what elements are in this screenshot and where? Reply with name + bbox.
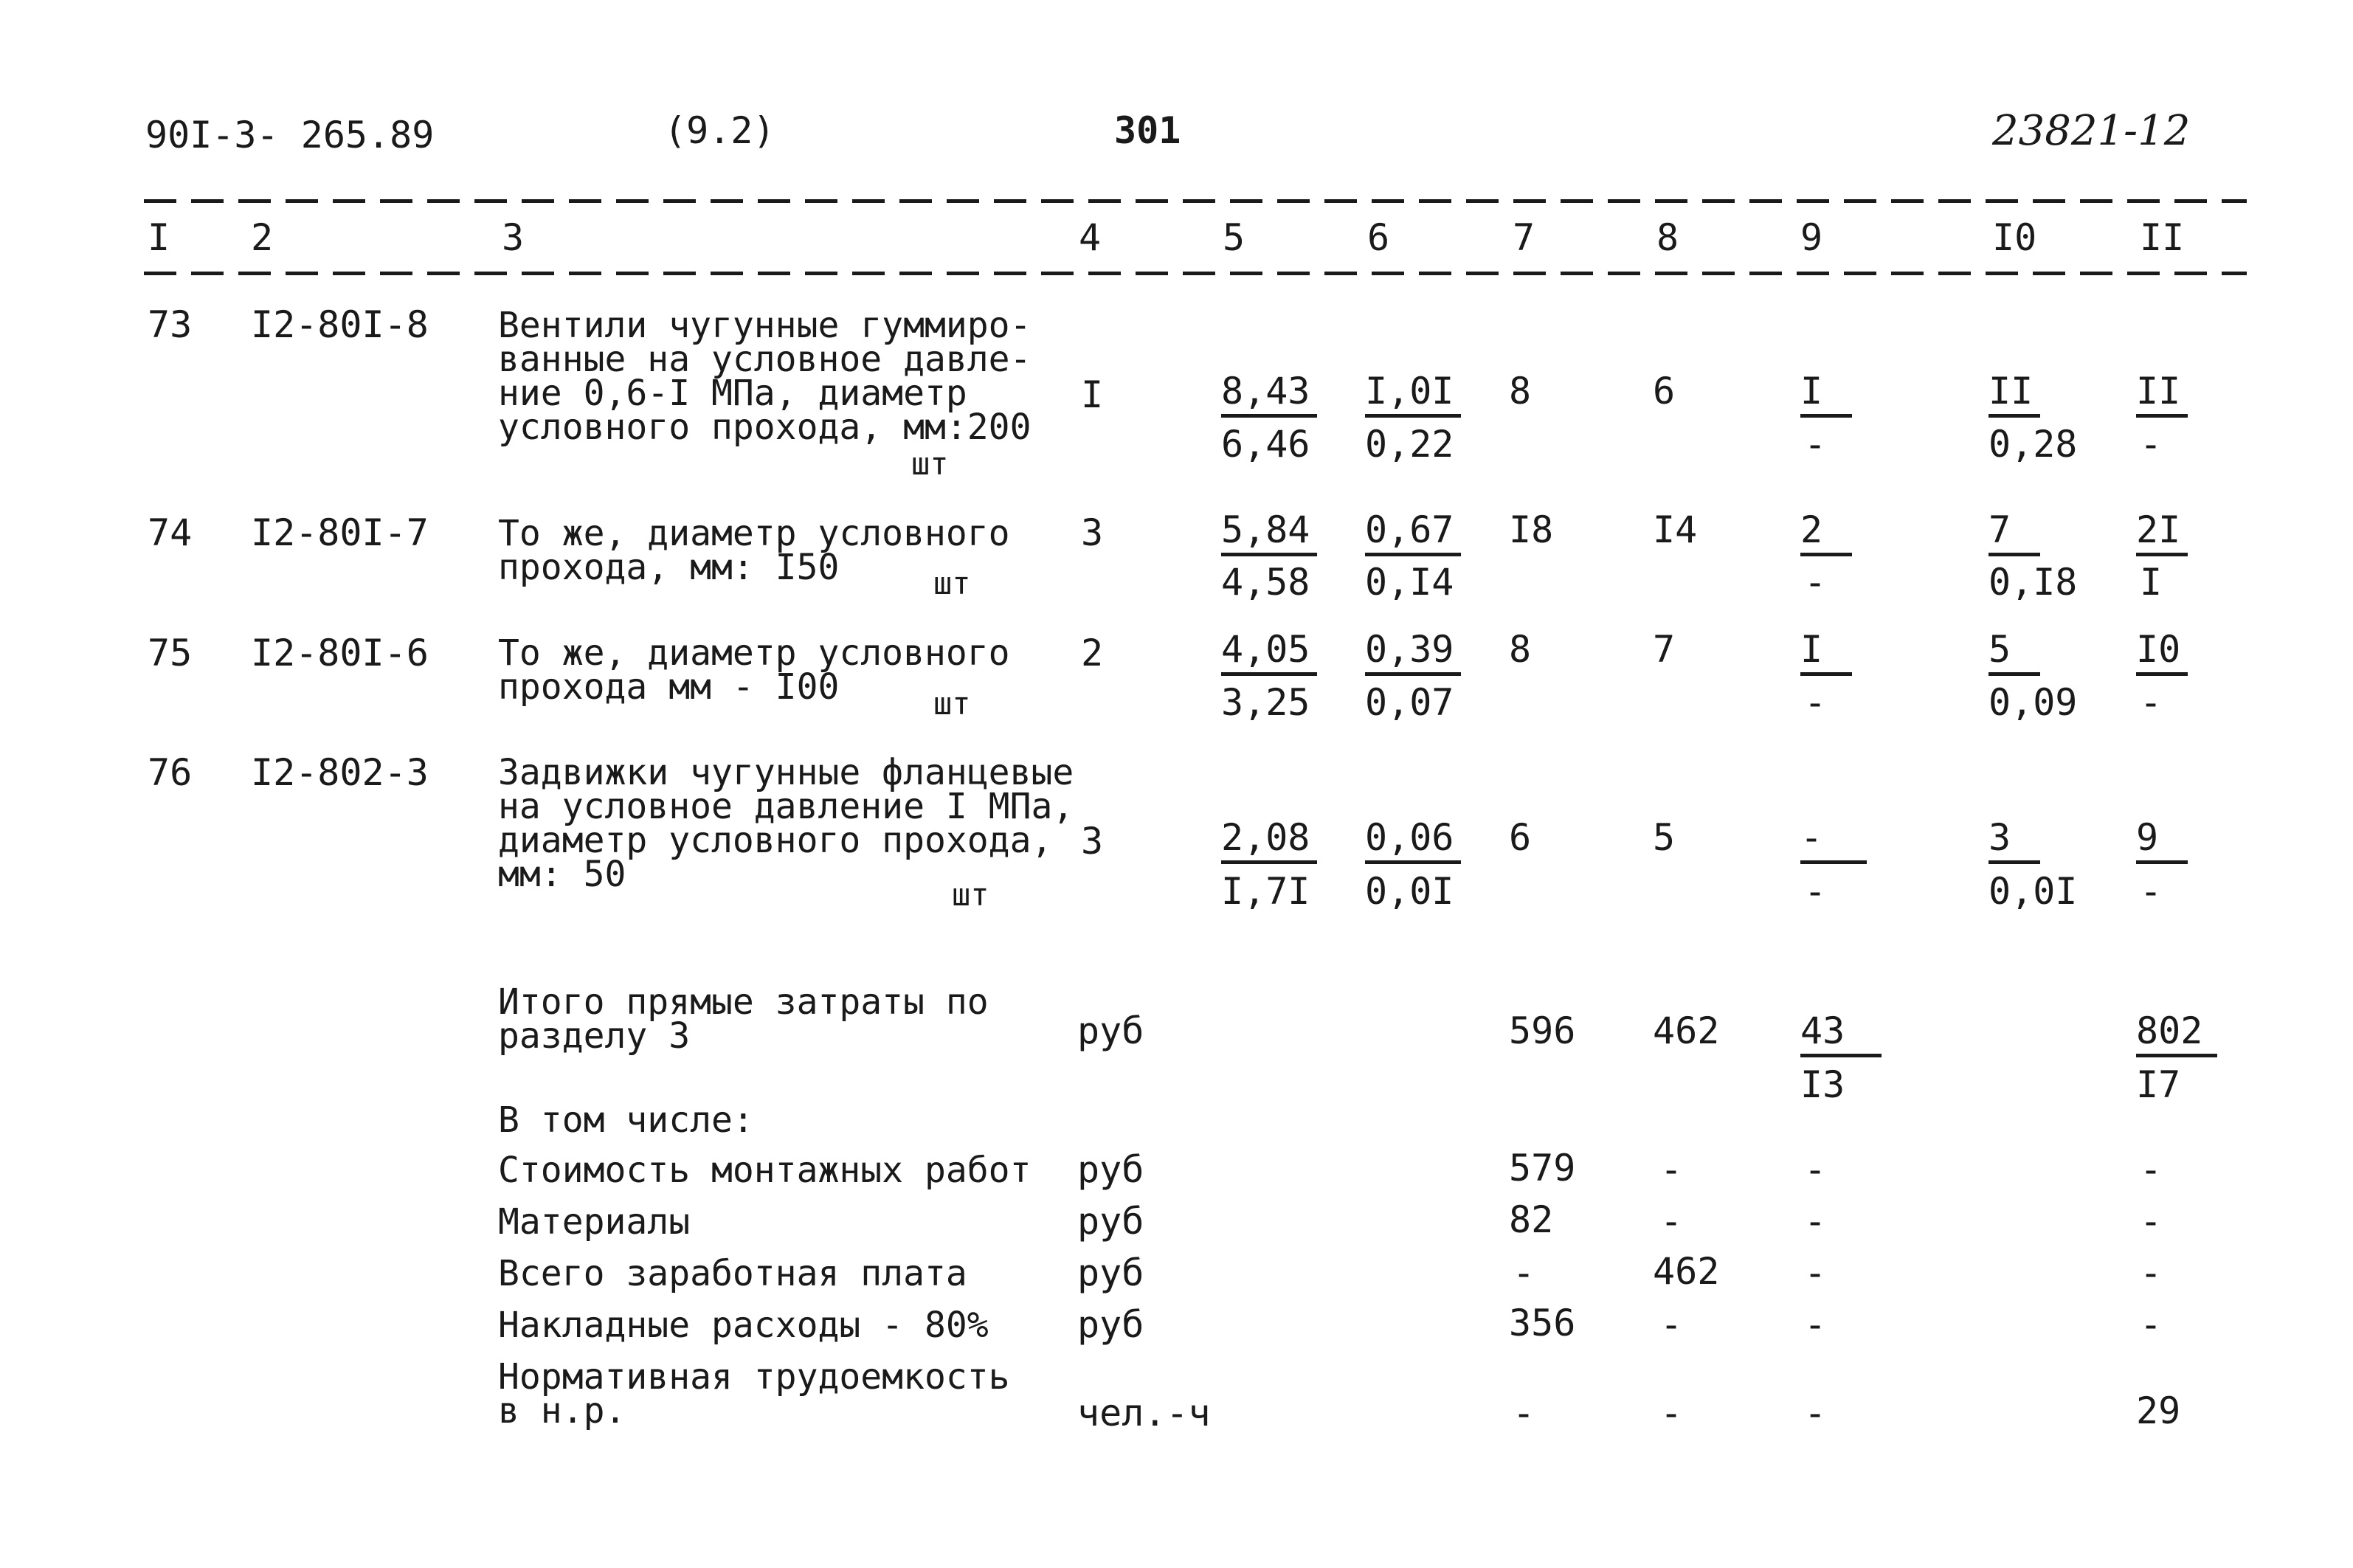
header-bottom-rule [144, 272, 2247, 275]
unit-cost-total: 2,08 [1221, 819, 1317, 864]
breakdown-machines: - [1804, 1200, 1827, 1243]
breakdown-unit: руб [1077, 1200, 1144, 1243]
machine-cost: I [1800, 373, 1852, 418]
total-labor: 802 [2136, 1012, 2217, 1057]
quantity: I [1081, 373, 1104, 416]
column-header-9: 9 [1800, 216, 1823, 259]
total-label [498, 981, 989, 1057]
unit-label: шт [933, 685, 971, 722]
labor-intensity-unit: чел.-ч [1077, 1392, 1211, 1434]
breakdown-labor: - [2140, 1148, 2163, 1191]
breakdown-labor: - [2140, 1200, 2163, 1243]
labor-total-machines: - [2140, 681, 2163, 724]
total-machine-cost: 43 [1800, 1012, 1882, 1057]
column-header-2: 2 [251, 216, 274, 259]
labor-total: 2I [2136, 511, 2188, 556]
column-header-5: 5 [1223, 216, 1245, 259]
description-line: ние 0,6-I МПа, диаметр [498, 373, 967, 414]
labor-intensity-cost: - [1513, 1392, 1535, 1434]
unit-cost-machine-wages: 0,0I [1365, 870, 1454, 913]
breakdown-label: Стоимость монтажных работ [498, 1150, 1032, 1191]
column-header-11: II [2140, 216, 2185, 259]
description-line: ванные на условное давле- [498, 339, 1032, 380]
total-unit: руб [1077, 1009, 1144, 1052]
labor-total: 9 [2136, 819, 2188, 864]
machine-cost: - [1800, 819, 1867, 864]
unit-cost-machine-wages: 0,I4 [1365, 561, 1454, 604]
total-wages: 6 [1653, 370, 1676, 412]
labor-intensity-value: 29 [2136, 1389, 2181, 1432]
page-number: 301 [1114, 109, 1181, 152]
column-header-4: 4 [1079, 216, 1102, 259]
breakdown-wages: - [1660, 1148, 1683, 1191]
breakdown-unit: руб [1077, 1251, 1144, 1294]
column-header-3: 3 [502, 216, 525, 259]
labor-intensity-label-line: Нормативная трудоемкость [498, 1356, 1010, 1398]
breakdown-labor: - [2140, 1303, 2163, 1346]
breakdown-cost: 82 [1509, 1198, 1554, 1241]
unit-cost-machine-wages: 0,22 [1365, 423, 1454, 466]
unit-cost-machines: 0,67 [1365, 511, 1461, 556]
total-labor-machines: I7 [2136, 1063, 2181, 1106]
labor-hours-machines: 0,0I [1989, 870, 2078, 913]
breakdown-wages: 462 [1653, 1250, 1720, 1293]
labor-intensity-wages: - [1660, 1392, 1683, 1434]
rate-code: I2-80I-8 [251, 303, 429, 346]
archive-number: 23821-12 [1992, 107, 2191, 155]
description-line: То же, диаметр условного [498, 632, 1010, 674]
breakdown-machines: - [1804, 1148, 1827, 1191]
row-number: 75 [148, 632, 193, 674]
header-top-rule [144, 199, 2247, 203]
total-cost: 6 [1509, 816, 1532, 859]
column-header-6: 6 [1367, 216, 1390, 259]
unit-cost-machines: I,0I [1365, 373, 1461, 418]
column-header-8: 8 [1656, 216, 1679, 259]
breakdown-cost: - [1513, 1251, 1535, 1294]
rate-code: I2-802-3 [251, 751, 429, 794]
total-wages: 5 [1653, 816, 1676, 859]
labor-hours: II [1989, 373, 2040, 418]
unit-cost-wages: 6,46 [1221, 423, 1310, 466]
breakdown-machines: - [1804, 1303, 1827, 1346]
unit-label: шт [933, 565, 971, 601]
section-number: (9.2) [664, 109, 775, 152]
rate-code: I2-80I-7 [251, 511, 429, 554]
labor-hours-machines: 0,09 [1989, 681, 2078, 724]
labor-hours: 5 [1989, 631, 2040, 676]
labor-intensity-label-line: в н.р. [498, 1390, 626, 1431]
breakdown-labor: - [2140, 1251, 2163, 1294]
labor-hours: 3 [1989, 819, 2040, 864]
breakdown-cost: 356 [1509, 1302, 1576, 1344]
total-machine-wages: I3 [1800, 1063, 1845, 1106]
breakdown-machines: - [1804, 1251, 1827, 1294]
column-header-10: I0 [1992, 216, 2037, 259]
labor-hours: 7 [1989, 511, 2040, 556]
breakdown-label: Всего заработная плата [498, 1253, 967, 1294]
breakdown-label: Накладные расходы - 80% [498, 1305, 989, 1346]
breakdown-unit: руб [1077, 1148, 1144, 1191]
description-line: мм: 50 [498, 854, 626, 895]
quantity: 3 [1081, 511, 1104, 554]
total-cost: 8 [1509, 628, 1532, 671]
breakdown-cost: 579 [1509, 1147, 1576, 1189]
row-number: 73 [148, 303, 193, 346]
quantity: 3 [1081, 820, 1104, 863]
rate-code: I2-80I-6 [251, 632, 429, 674]
work-description [498, 305, 1032, 448]
row-number: 76 [148, 751, 193, 794]
unit-cost-machines: 0,06 [1365, 819, 1461, 864]
breakdown-wages: - [1660, 1303, 1683, 1346]
document-code: 90I-3- 265.89 [145, 114, 435, 156]
total-label-line: Итого прямые затраты по [498, 981, 989, 1023]
unit-cost-total: 4,05 [1221, 631, 1317, 676]
total-wages: 462 [1653, 1009, 1720, 1052]
total-cost: 8 [1509, 370, 1532, 412]
description-line: на условное давление I МПа, [498, 786, 1074, 827]
unit-label: шт [952, 877, 989, 913]
machine-wages: - [1804, 681, 1827, 724]
unit-cost-machines: 0,39 [1365, 631, 1461, 676]
total-wages: 7 [1653, 628, 1676, 671]
unit-cost-total: 8,43 [1221, 373, 1317, 418]
unit-cost-wages: 3,25 [1221, 681, 1310, 724]
description-line: условного прохода, мм:200 [498, 407, 1032, 448]
labor-total: II [2136, 373, 2188, 418]
machine-cost: I [1800, 631, 1852, 676]
description-line: То же, диаметр условного [498, 513, 1010, 554]
column-header-1: I [148, 216, 170, 259]
labor-hours-machines: 0,I8 [1989, 561, 2078, 604]
labor-total: I0 [2136, 631, 2188, 676]
breakdown-unit: руб [1077, 1303, 1144, 1346]
total-wages: I4 [1653, 508, 1698, 551]
machine-wages: - [1804, 561, 1827, 604]
description-line: Задвижки чугунные фланцевые [498, 752, 1074, 793]
description-line: прохода, мм: I50 [498, 547, 840, 588]
machine-wages: - [1804, 870, 1827, 913]
machine-cost: 2 [1800, 511, 1852, 556]
unit-cost-total: 5,84 [1221, 511, 1317, 556]
unit-cost-wages: 4,58 [1221, 561, 1310, 604]
unit-cost-machine-wages: 0,07 [1365, 681, 1454, 724]
quantity: 2 [1081, 632, 1104, 674]
row-number: 74 [148, 511, 193, 554]
including-label: В том числе: [498, 1099, 754, 1141]
description-line: диаметр условного прохода, [498, 820, 1053, 861]
column-header-7: 7 [1513, 216, 1535, 259]
total-cost: I8 [1509, 508, 1554, 551]
labor-total-machines: - [2140, 870, 2163, 913]
labor-intensity-label [498, 1356, 1010, 1431]
total-label-line: разделу 3 [498, 1015, 691, 1057]
labor-hours-machines: 0,28 [1989, 423, 2078, 466]
description-line: Вентили чугунные гуммиро- [498, 305, 1032, 346]
labor-total-machines: - [2140, 423, 2163, 466]
labor-intensity-machines: - [1804, 1392, 1827, 1434]
machine-wages: - [1804, 423, 1827, 466]
breakdown-label: Материалы [498, 1201, 691, 1243]
description-line: прохода мм - I00 [498, 666, 840, 708]
breakdown-wages: - [1660, 1200, 1683, 1243]
unit-cost-wages: I,7I [1221, 870, 1310, 913]
unit-label: шт [911, 446, 949, 482]
labor-total-machines: I [2140, 561, 2163, 604]
total-cost: 596 [1509, 1009, 1576, 1052]
